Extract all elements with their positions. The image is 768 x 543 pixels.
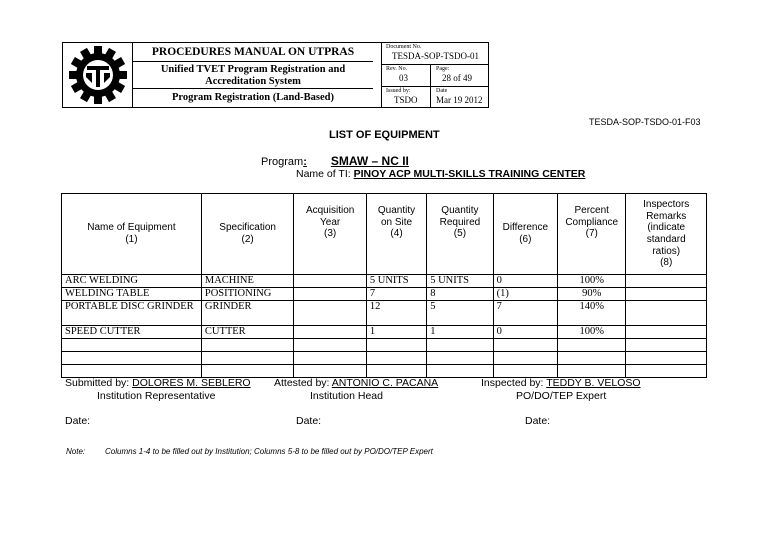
table-row-empty (62, 339, 707, 352)
date-submitted: Date: (65, 415, 91, 427)
cell-difference: (1) (493, 288, 557, 301)
table-header-row (62, 194, 707, 275)
ti-label: Name of TI: (296, 168, 351, 180)
cell-equipment: WELDING TABLE (62, 288, 202, 301)
tesda-logo (63, 43, 133, 107)
col-specification: Specification (2) (201, 194, 294, 275)
equipment-table (61, 193, 707, 378)
cell-specification: CUTTER (201, 326, 294, 339)
issue-date: Mar 19 2012 (436, 95, 483, 105)
cell-year (294, 288, 366, 301)
submitted-label: Submitted by: (65, 377, 130, 389)
form-title: LIST OF EQUIPMENT (329, 129, 440, 141)
date-cell (431, 87, 489, 108)
cell-remarks (626, 326, 707, 339)
cell-compliance: 90% (558, 288, 626, 301)
col-quantity-required: Quantity Required (5) (427, 194, 493, 275)
table-row (62, 288, 707, 301)
rev-no-cell (382, 65, 431, 87)
form-code: TESDA-SOP-TSDO-01-F03 (589, 117, 701, 127)
program-label: Program (261, 156, 304, 168)
col-quantity-on-site: Quantity on Site (4) (366, 194, 426, 275)
cell-year (294, 275, 366, 288)
document-no: TESDA-SOP-TSDO-01 (392, 51, 480, 61)
attested-by (274, 377, 438, 389)
note-text: Columns 1-4 to be filled out by Institution; Columns 5-8 to be filled out by PO/DO/TEP Expert (105, 447, 433, 456)
ti-value: PINOY ACP MULTI-SKILLS TRAINING CENTER (353, 168, 586, 180)
col-percent-compliance: Percent Compliance (7) (558, 194, 626, 275)
table-row (62, 326, 707, 339)
inspected-by (481, 377, 641, 389)
program-value: SMAW – NC II (330, 154, 409, 168)
cell-difference: 7 (493, 301, 557, 326)
gear-logo-icon (63, 43, 132, 107)
document-header (62, 42, 489, 108)
cell-equipment: PORTABLE DISC GRINDER (62, 301, 202, 326)
cell-qty-required: 8 (427, 288, 493, 301)
col-acquisition-year: Acquisition Year (3) (294, 194, 366, 275)
issued-by: TSDO (394, 95, 418, 105)
cell-qty-required: 1 (427, 326, 493, 339)
col-difference: Difference (6) (493, 194, 557, 275)
attested-role: Institution Head (310, 390, 383, 402)
cell-qty-on-site: 5 UNITS (366, 275, 426, 288)
issued-by-cell (382, 87, 431, 108)
rev-no: 03 (399, 73, 408, 83)
table-row (62, 275, 707, 288)
ti-line (296, 168, 585, 180)
date-inspected: Date: (525, 415, 551, 427)
cell-compliance: 140% (558, 301, 626, 326)
cell-remarks (626, 301, 707, 326)
table-row-empty (62, 352, 707, 365)
table-row (62, 301, 707, 326)
cell-specification: POSITIONING (201, 288, 294, 301)
submitted-name: DOLORES M. SEBLERO (132, 377, 251, 389)
manual-title: PROCEDURES MANUAL ON UTPRAS (133, 43, 373, 62)
manual-section: Program Registration (Land-Based) (172, 92, 334, 103)
cell-qty-on-site: 7 (366, 288, 426, 301)
cell-compliance: 100% (558, 275, 626, 288)
manual-subtitle: Unified TVET Program Registration and Accreditation System (133, 62, 373, 89)
cell-difference: 0 (493, 326, 557, 339)
cell-qty-required: 5 (427, 301, 493, 326)
date-attested: Date: (296, 415, 322, 427)
cell-remarks (626, 288, 707, 301)
cell-specification: MACHINE (201, 275, 294, 288)
document-no-cell (382, 43, 489, 65)
page-cell (431, 65, 489, 87)
cell-year (294, 301, 366, 326)
col-name-of-equipment: Name of Equipment (1) (62, 194, 202, 275)
submitted-role: Institution Representative (97, 390, 216, 402)
submitted-by (65, 377, 251, 389)
table-row-empty (62, 365, 707, 378)
program-colon: : (303, 156, 307, 168)
page-number: 28 of 49 (442, 73, 472, 83)
program-line (261, 154, 409, 168)
attested-name: ANTONIO C. PACAÑA (331, 377, 439, 389)
cell-remarks (626, 275, 707, 288)
cell-compliance: 100% (558, 326, 626, 339)
date-label: Date (436, 88, 448, 94)
note-label: Note: (66, 447, 86, 456)
inspected-role: PO/DO/TEP Expert (516, 390, 607, 402)
cell-difference: 0 (493, 275, 557, 288)
cell-equipment: ARC WELDING (62, 275, 202, 288)
inspected-label: Inspected by: (481, 377, 544, 389)
cell-specification: GRINDER (201, 301, 294, 326)
cell-qty-on-site: 1 (366, 326, 426, 339)
rev-no-label: Rev. No. (386, 66, 408, 72)
cell-qty-required: 5 UNITS (427, 275, 493, 288)
cell-qty-on-site: 12 (366, 301, 426, 326)
cell-equipment: SPEED CUTTER (62, 326, 202, 339)
cell-year (294, 326, 366, 339)
inspected-name: TEDDY B. VELOSO (546, 377, 641, 389)
issued-by-label: Issued by: (386, 88, 411, 94)
page-label: Page: (436, 66, 450, 72)
document-no-label: Document No. (386, 44, 422, 50)
attested-label: Attested by: (274, 377, 330, 389)
col-inspectors-remarks: Inspectors Remarks (indicate standard ratios) (8) (626, 194, 707, 275)
